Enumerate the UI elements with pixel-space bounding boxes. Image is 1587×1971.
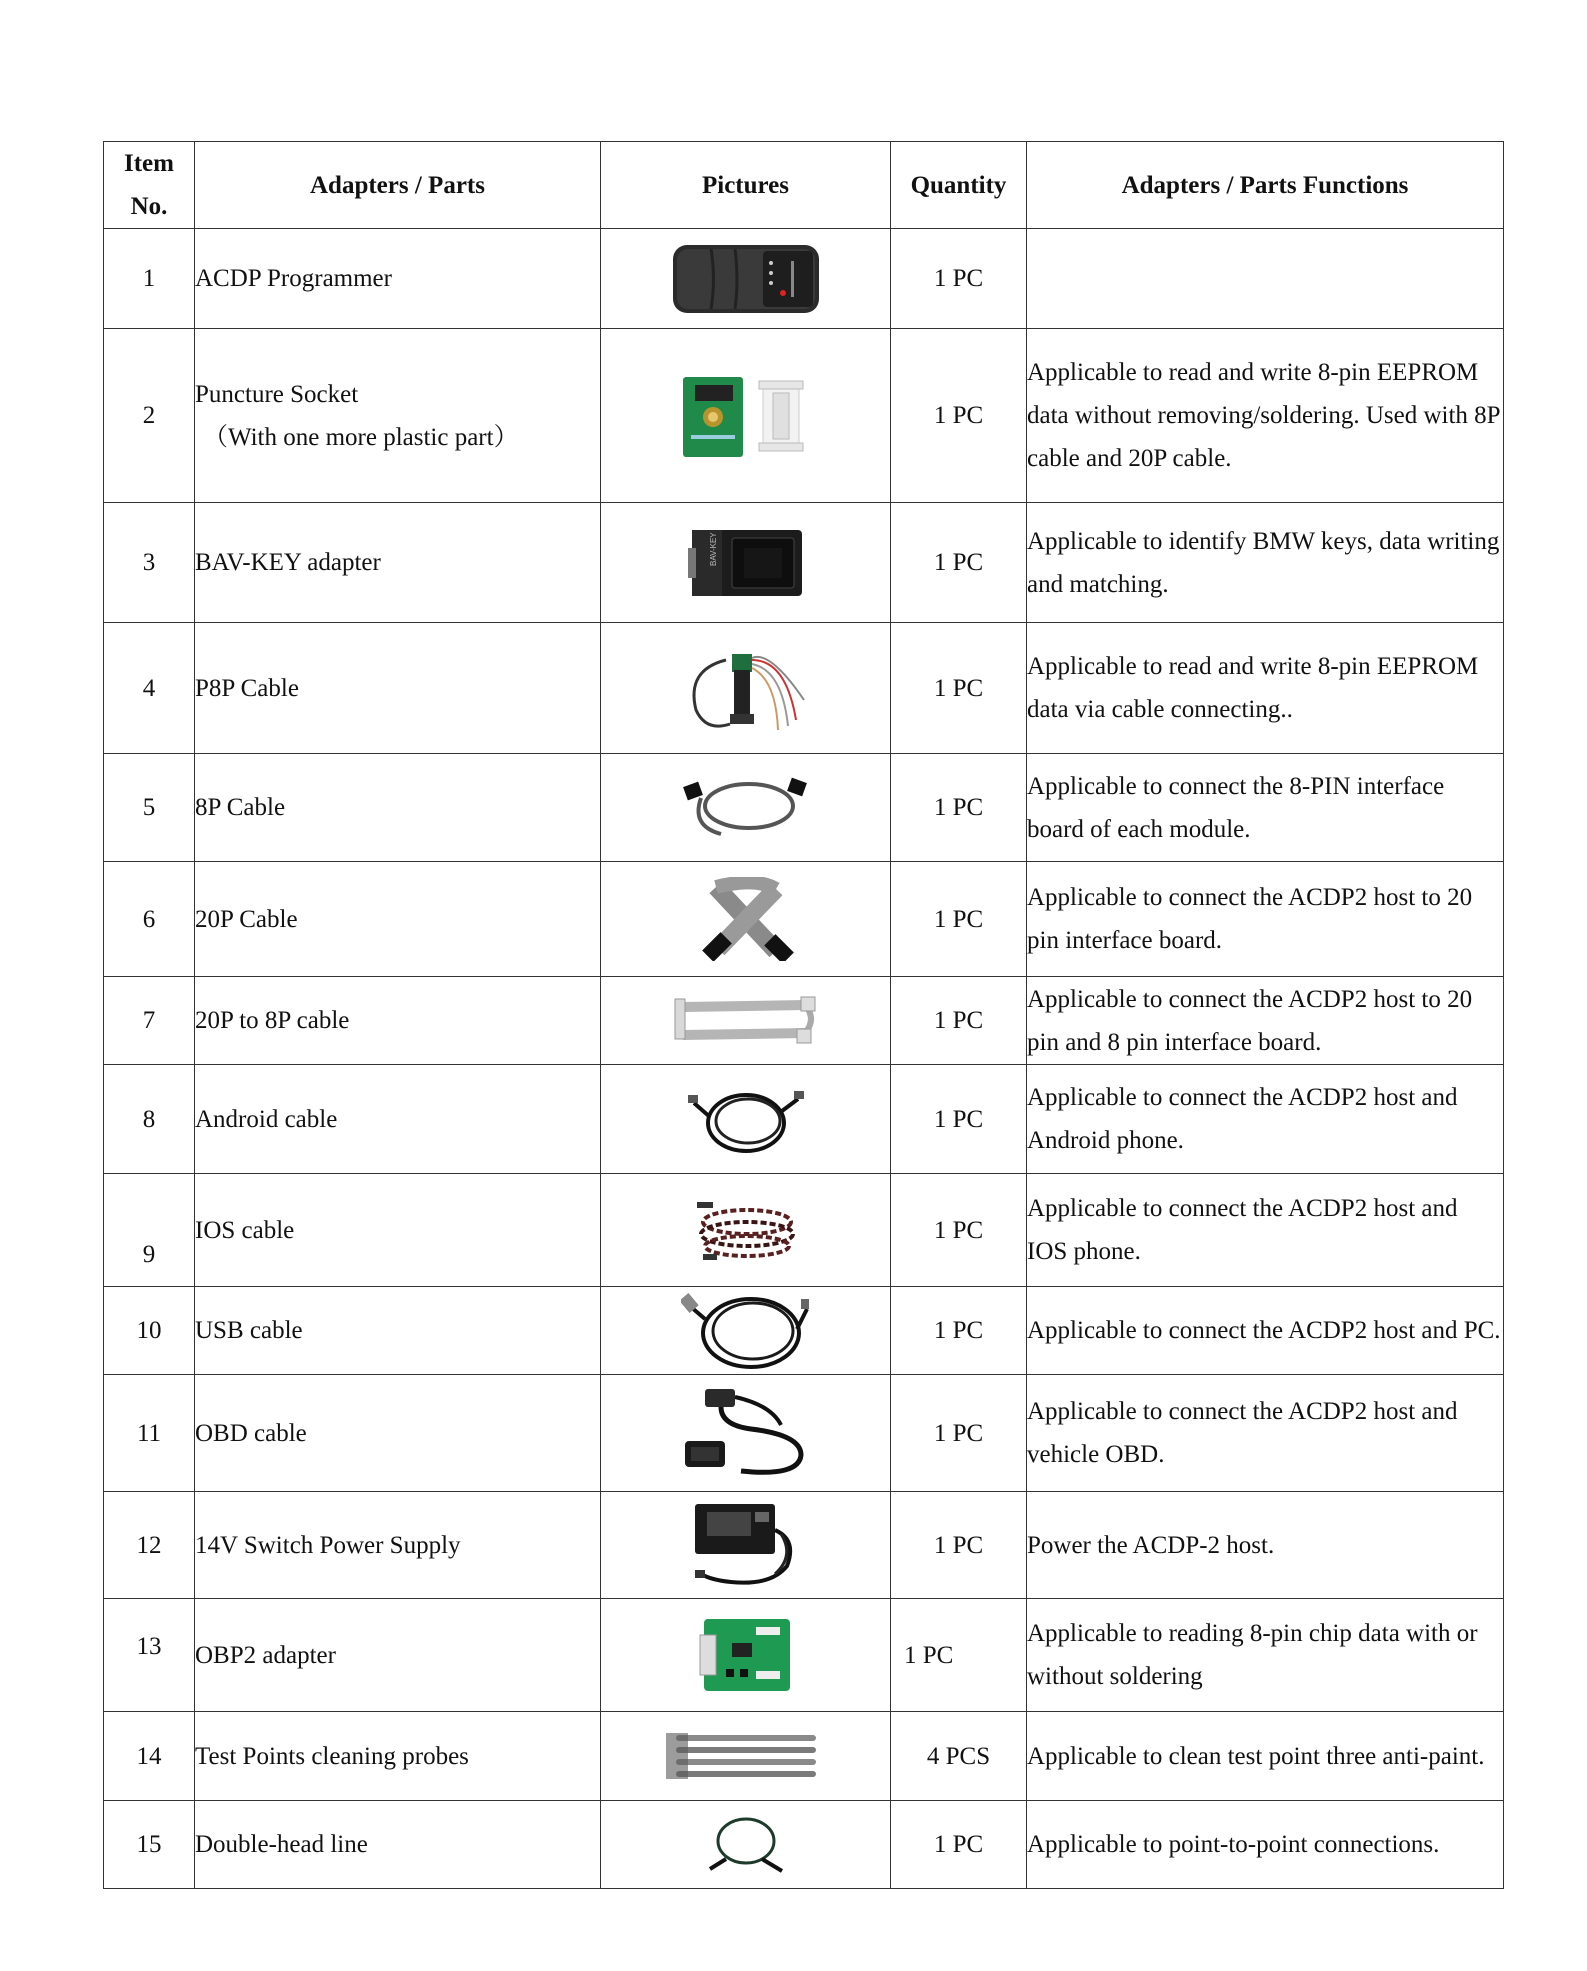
item-number — [104, 1599, 195, 1712]
part-name: 8P Cable — [195, 754, 601, 862]
part-function: Applicable to read and write 8-pin EEPROM data without removing/soldering. Used with 8P cable and 20P cable. — [1027, 329, 1504, 503]
part-function: Power the ACDP-2 host. — [1027, 1492, 1504, 1599]
item-number: 3 — [104, 503, 195, 623]
item-number: 12 — [104, 1492, 195, 1599]
part-function: Applicable to connect the ACDP2 host and vehicle OBD. — [1027, 1375, 1504, 1492]
part-name-main: Puncture Socket — [195, 380, 359, 408]
android-cable-icon — [601, 1065, 891, 1174]
item-number: 8 — [104, 1065, 195, 1174]
table-row — [104, 503, 1504, 623]
acdp-programmer-icon — [601, 229, 891, 329]
quantity: 1 PC — [891, 977, 1027, 1065]
part-name: USB cable — [195, 1287, 601, 1375]
part-function: Applicable to connect the 8-PIN interface board of each module. — [1027, 754, 1504, 862]
part-name — [195, 329, 601, 503]
bav-key-adapter-icon — [601, 503, 891, 623]
puncture-socket-icon — [601, 329, 891, 503]
part-name: OBP2 adapter — [195, 1599, 601, 1712]
part-name: IOS cable — [195, 1174, 601, 1287]
parts-table — [103, 141, 1504, 1889]
item-number: 5 — [104, 754, 195, 862]
quantity: 1 PC — [891, 623, 1027, 754]
part-function: Applicable to connect the ACDP2 host and PC. — [1027, 1287, 1504, 1375]
quantity: 1 PC — [891, 862, 1027, 977]
part-name: 20P Cable — [195, 862, 601, 977]
header-quantity: Quantity — [891, 142, 1027, 229]
part-name: ACDP Programmer — [195, 229, 601, 329]
part-name: 20P to 8P cable — [195, 977, 601, 1065]
part-function: Applicable to connect the ACDP2 host to 20 pin interface board. — [1027, 862, 1504, 977]
item-number: 4 — [104, 623, 195, 754]
item-number: 7 — [104, 977, 195, 1065]
quantity: 1 PC — [891, 1065, 1027, 1174]
header-no-label: No. — [130, 193, 168, 220]
quantity: 1 PC — [891, 503, 1027, 623]
part-name: OBD cable — [195, 1375, 601, 1492]
cleaning-probes-icon — [601, 1712, 891, 1801]
table-row — [104, 1712, 1504, 1801]
quantity: 1 PC — [891, 1375, 1027, 1492]
20p-to-8p-cable-icon — [601, 977, 891, 1065]
part-function — [1027, 229, 1504, 329]
quantity: 1 PC — [891, 754, 1027, 862]
table-header-row — [104, 142, 1504, 229]
table-row — [104, 1287, 1504, 1375]
20p-cable-icon — [601, 862, 891, 977]
header-item-label: Item — [124, 150, 174, 177]
obd-cable-icon — [601, 1375, 891, 1492]
table-row — [104, 1065, 1504, 1174]
table-row — [104, 977, 1504, 1065]
part-name: Double-head line — [195, 1801, 601, 1889]
quantity: 1 PC — [891, 1492, 1027, 1599]
item-number: 14 — [104, 1712, 195, 1801]
table-row — [104, 1599, 1504, 1712]
part-name: Test Points cleaning probes — [195, 1712, 601, 1801]
table-row — [104, 623, 1504, 754]
part-function: Applicable to reading 8-pin chip data with or without soldering — [1027, 1599, 1504, 1712]
item-number: 6 — [104, 862, 195, 977]
quantity: 1 PC — [891, 329, 1027, 503]
power-supply-icon — [601, 1492, 891, 1599]
table-row — [104, 329, 1504, 503]
item-number: 9 — [104, 1174, 195, 1287]
quantity: 1 PC — [891, 1174, 1027, 1287]
item-number: 2 — [104, 329, 195, 503]
quantity: 1 PC — [891, 229, 1027, 329]
double-head-line-icon — [601, 1801, 891, 1889]
header-item-no — [104, 142, 195, 229]
part-function: Applicable to read and write 8-pin EEPROM data via cable connecting.. — [1027, 623, 1504, 754]
part-function: Applicable to connect the ACDP2 host and Android phone. — [1027, 1065, 1504, 1174]
part-name: BAV-KEY adapter — [195, 503, 601, 623]
header-parts: Adapters / Parts — [195, 142, 601, 229]
table-row — [104, 1174, 1504, 1287]
part-function: Applicable to identify BMW keys, data writing and matching. — [1027, 503, 1504, 623]
part-name-sub: （With one more plastic part） — [203, 423, 519, 451]
item-number: 1 — [104, 229, 195, 329]
part-function: Applicable to point-to-point connections. — [1027, 1801, 1504, 1889]
header-pictures: Pictures — [601, 142, 891, 229]
usb-cable-icon — [601, 1287, 891, 1375]
part-function: Applicable to clean test point three anti-paint. — [1027, 1712, 1504, 1801]
part-function: Applicable to connect the ACDP2 host and IOS phone. — [1027, 1174, 1504, 1287]
part-name: Android cable — [195, 1065, 601, 1174]
part-name: 14V Switch Power Supply — [195, 1492, 601, 1599]
8p-cable-icon — [601, 754, 891, 862]
table-row — [104, 862, 1504, 977]
obp2-adapter-icon — [601, 1599, 891, 1712]
quantity: 1 PC — [891, 1801, 1027, 1889]
item-number: 10 — [104, 1287, 195, 1375]
quantity: 1 PC — [891, 1599, 1027, 1712]
table-row — [104, 754, 1504, 862]
quantity: 4 PCS — [891, 1712, 1027, 1801]
table-row — [104, 229, 1504, 329]
table-row — [104, 1492, 1504, 1599]
header-functions: Adapters / Parts Functions — [1027, 142, 1504, 229]
quantity: 1 PC — [891, 1287, 1027, 1375]
item-number-text: 13 — [136, 1633, 162, 1660]
part-name: P8P Cable — [195, 623, 601, 754]
item-number: 11 — [104, 1375, 195, 1492]
ios-cable-icon — [601, 1174, 891, 1287]
item-number: 15 — [104, 1801, 195, 1889]
part-function: Applicable to connect the ACDP2 host to 20 pin and 8 pin interface board. — [1027, 977, 1504, 1065]
svg-text:BAV-KEY: BAV-KEY — [708, 531, 718, 566]
table-row — [104, 1801, 1504, 1889]
table-row — [104, 1375, 1504, 1492]
p8p-cable-icon — [601, 623, 891, 754]
